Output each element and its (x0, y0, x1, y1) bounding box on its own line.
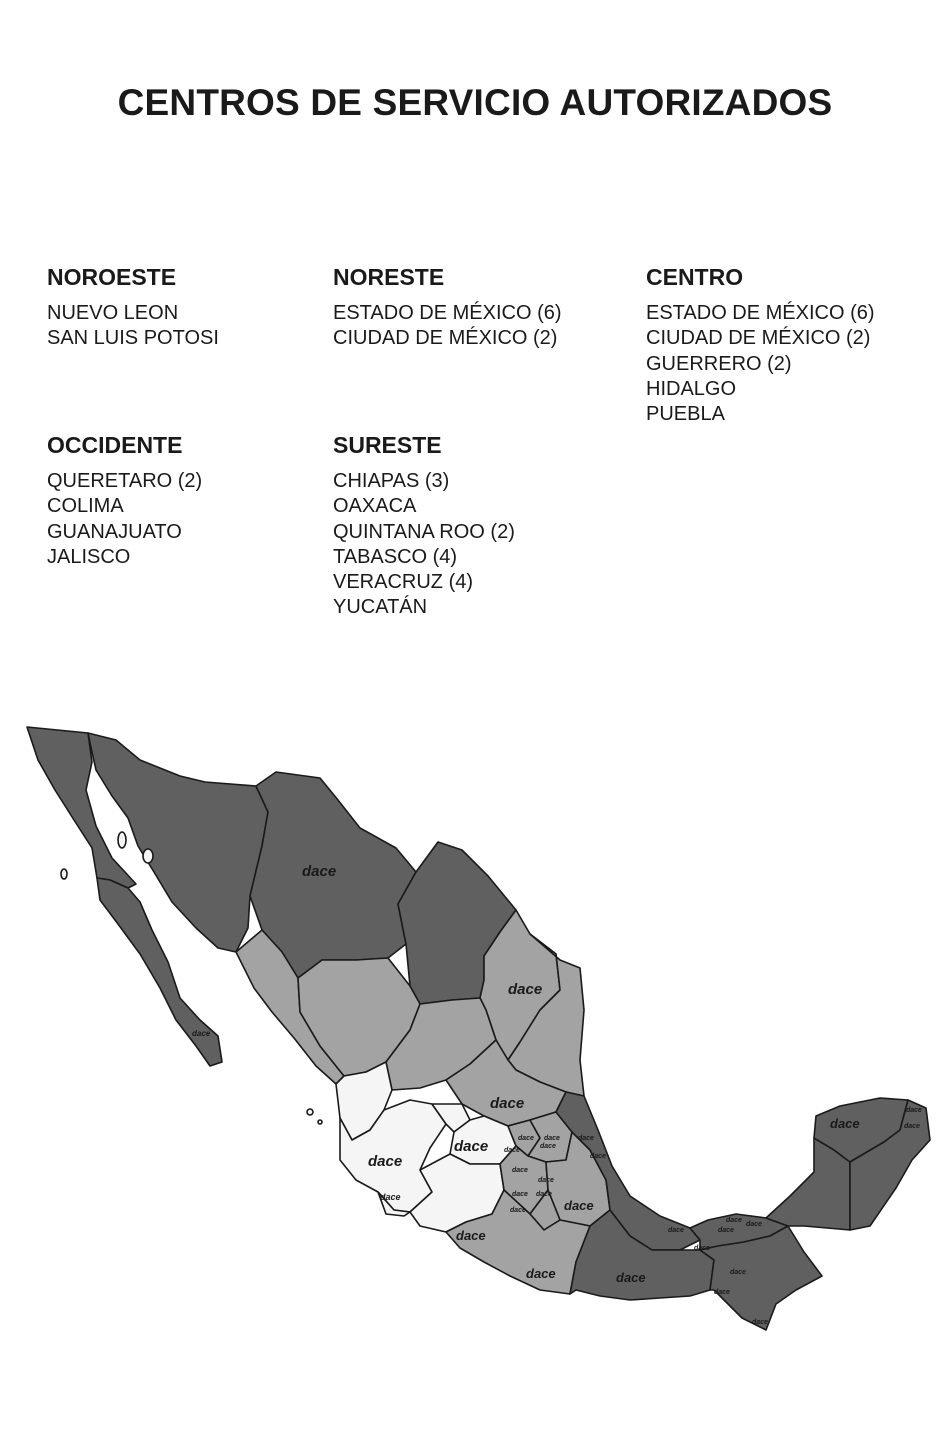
region-noreste (333, 263, 562, 352)
map-marker-label: dace (368, 1153, 403, 1170)
state-item: ESTADO DE MÉXICO (6) (646, 302, 875, 324)
map-marker-label: dace (590, 1153, 606, 1160)
map-marker-label: dace (510, 1207, 526, 1214)
map-marker-label: dace (718, 1227, 734, 1234)
map-marker-label: dace (906, 1107, 922, 1114)
map-marker-label: dace (726, 1217, 742, 1224)
state-item: CHIAPAS (3) (333, 470, 450, 492)
state-item: YUCATÁN (333, 596, 428, 619)
map-marker-label: dace (616, 1270, 646, 1285)
map-marker-label: dace (730, 1269, 746, 1276)
map-island (61, 869, 67, 879)
map-island (143, 849, 153, 863)
map-island (118, 832, 126, 848)
region-occidente (47, 431, 202, 570)
map-marker-label: dace (540, 1143, 556, 1150)
map-marker-label: dace (904, 1123, 920, 1130)
state-item: CIUDAD DE MÉXICO (2) (646, 327, 871, 350)
state-item: NUEVO LEON (47, 302, 179, 324)
map-marker-label: dace (564, 1198, 594, 1213)
state-list (47, 301, 219, 352)
state-item: HIDALGO (646, 377, 737, 400)
state-item: TABASCO (4) (333, 545, 458, 568)
mexico-service-map (0, 700, 950, 1360)
map-marker-label: dace (456, 1228, 486, 1243)
state-item: SAN LUIS POTOSI (47, 327, 219, 350)
state-item: PUEBLA (646, 403, 725, 426)
map-marker-label: dace (544, 1135, 560, 1142)
state-item: CIUDAD DE MÉXICO (2) (333, 327, 558, 350)
region-heading: OCCIDENTE (47, 432, 183, 458)
map-island (318, 1120, 322, 1124)
map-marker-label: dace (454, 1138, 489, 1155)
region-heading: SURESTE (333, 432, 442, 458)
map-marker-label: dace (508, 981, 543, 998)
state-item: GUERRERO (2) (646, 352, 792, 375)
map-marker-label: dace (668, 1227, 684, 1234)
map-island (307, 1109, 313, 1115)
region-sureste (333, 431, 515, 621)
map-marker-label: dace (490, 1095, 525, 1112)
map-marker-label: dace (192, 1029, 211, 1038)
state-item: VERACRUZ (4) (333, 571, 474, 594)
region-noroeste (47, 263, 219, 352)
state-list (646, 301, 875, 427)
map-marker-label: dace (538, 1177, 554, 1184)
map-marker-label: dace (752, 1319, 768, 1326)
state-item: QUINTANA ROO (2) (333, 520, 515, 543)
map-marker-label: dace (830, 1116, 860, 1131)
region-centro (646, 263, 875, 427)
state-item: GUANAJUATO (47, 520, 182, 543)
region-heading: NOROESTE (47, 264, 177, 290)
map-marker-label: dace (380, 1192, 401, 1202)
map-marker-label: dace (536, 1191, 552, 1198)
map-marker-label: dace (746, 1221, 762, 1228)
map-marker-label: dace (694, 1245, 710, 1252)
state-item: JALISCO (47, 545, 131, 568)
state-item: ESTADO DE MÉXICO (6) (333, 302, 562, 324)
map-marker-label: dace (518, 1135, 534, 1142)
page-title: CENTROS DE SERVICIO AUTORIZADOS (117, 82, 833, 123)
map-marker-label: dace (526, 1266, 556, 1281)
map-marker-label: dace (302, 863, 337, 880)
state-list (333, 469, 515, 621)
map-marker-label: dace (512, 1191, 528, 1198)
region-heading: CENTRO (646, 264, 744, 290)
map-marker-label: dace (504, 1147, 520, 1154)
state-list (47, 469, 202, 570)
map-marker-label: dace (578, 1135, 594, 1142)
state-item: OAXACA (333, 495, 417, 518)
state-item: QUERETARO (2) (47, 470, 203, 492)
state-list (333, 301, 562, 352)
map-marker-label: dace (512, 1167, 528, 1174)
state-item: COLIMA (47, 495, 124, 518)
region-heading: NORESTE (333, 264, 445, 290)
map-marker-label: dace (714, 1289, 730, 1296)
